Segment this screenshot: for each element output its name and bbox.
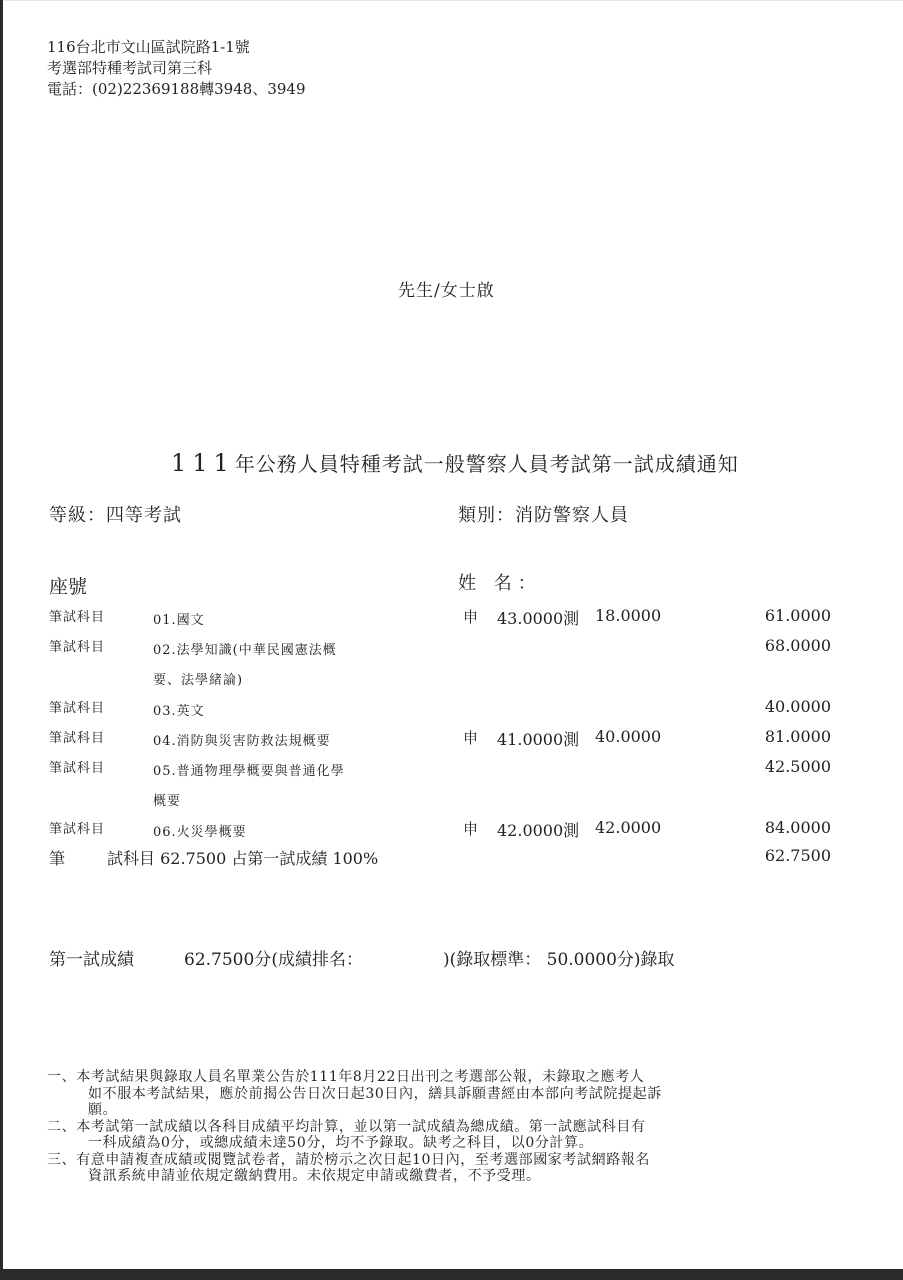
subject-mark: 申 [463,608,479,626]
subject-name: 04.消防與災害防救法規概要 [153,734,331,749]
subject-name: 02.法學知識(中華民國憲法概 [153,643,337,658]
document-title [171,448,739,477]
subject-score: 68.0000 [764,636,831,655]
exam-category: 類別：消防警察人員 [458,505,629,526]
subject-row-label: 筆試科目 [49,822,106,837]
note-item: 二、本考試第一試成績以各科目成績平均計算，並以第一試成績為總成績。第一試應試科目有 [47,1118,646,1135]
subject-name: 01.國文 [153,613,205,628]
note-item-continued: 資訊系統申請並依規定繳納費用。未依規定申請或繳費者，不予受理。 [88,1168,541,1184]
title-year: 111 [171,449,235,477]
subject-score: 81.0000 [764,727,831,746]
sender-block [47,37,306,100]
first-exam-result [49,945,675,970]
score-notice-page [3,0,903,1269]
seat-number-label: 座號 [49,576,88,598]
sender-address: 116台北市文山區試院路1-1號 [47,38,250,56]
result-rank: (成績排名： [271,950,363,970]
subject-score: 61.0000 [764,606,831,625]
subject-part1-score: 43.0000測 [497,609,580,628]
subject-mark: 申 [463,729,479,747]
subject-row-label: 筆試科目 [49,610,106,625]
result-score: 62.7500分 [184,950,272,970]
subject-part2-score: 18.0000 [595,606,662,625]
result-rank-close: ) [442,950,450,970]
recipient-salutation: 先生/女士啟 [398,281,495,301]
subject-row-label: 筆試科目 [49,640,106,655]
subject-score: 84.0000 [764,818,831,837]
subject-name: 05.普通物理學概要與普通化學 [153,764,345,779]
subject-part2-score: 40.0000 [595,727,662,746]
title-text: 年公務人員特種考試一般警察人員考試第一試成績通知 [234,452,739,476]
total-score: 62.7500 [764,846,831,865]
note-item-continued: 願。 [88,1102,118,1118]
subject-mark: 申 [463,820,479,838]
subject-row-label: 筆試科目 [49,761,106,776]
subject-part1-score: 42.0000測 [497,821,580,840]
result-label: 第一試成績 [49,950,134,970]
subject-row-label: 筆試科目 [49,701,106,716]
exam-grade: 等級：四等考試 [49,505,182,526]
note-item-continued: 如不服本考試結果，應於前揭公告日次日起30日內，繕具訴願書經由本部向考試院提起訴 [88,1085,662,1102]
note-item-continued: 一科成績為0分，或總成績未達50分，均不予錄取。缺考之科目，以0分計算。 [88,1135,594,1151]
subject-name-continued: 要、法學緒論) [153,673,244,688]
subject-score: 40.0000 [764,697,831,716]
note-item: 一、本考試結果與錄取人員名單業公告於111年8月22日出刊之考選部公報，未錄取之應考人 [47,1069,645,1085]
subject-score: 42.5000 [764,757,831,776]
result-standard: (錄取標準： 50.0000分)錄取 [449,950,675,970]
notes-section [47,1069,662,1185]
candidate-name-label: 姓 名： [458,573,542,594]
subject-part1-score: 41.0000測 [497,730,580,749]
note-item: 三、有意申請複查成績或閱覽試卷者，請於榜示之次日起10日內，至考選部國家考試網路報名 [47,1151,651,1168]
total-text: 試科目 62.7500 占第一試成績 100% [107,849,379,868]
sender-office: 考選部特種考試司第三科 [47,59,213,77]
written-total-row [49,846,378,869]
subject-row-label: 筆試科目 [49,731,106,746]
subject-name: 03.英文 [153,704,205,719]
sender-phone: 電話：(02)22369188轉3948、3949 [47,80,306,98]
subject-name: 06.火災學概要 [153,825,247,840]
subject-name-continued: 概要 [153,794,182,809]
subject-part2-score: 42.0000 [595,818,662,837]
total-prefix: 筆 [49,849,66,868]
